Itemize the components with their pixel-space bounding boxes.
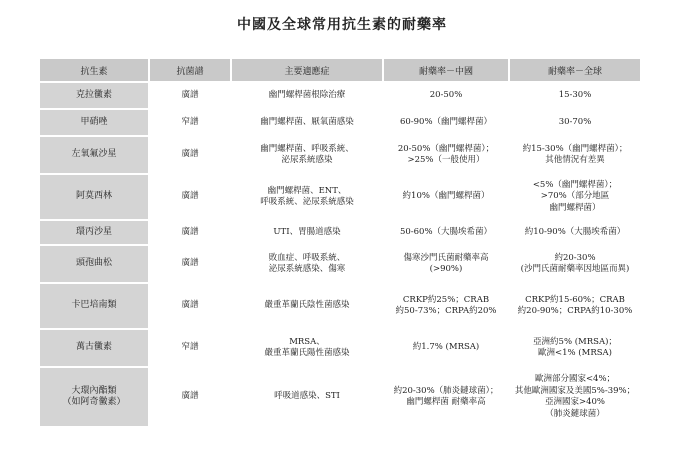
spectrum-cell: 廣譜 [150, 137, 230, 173]
resistance-global-cell: <5%（幽門螺桿菌）； >70%（部分地區 幽門螺桿菌） [510, 175, 640, 219]
antibiotic-name: 環丙沙星 [40, 221, 148, 244]
resistance-table [38, 57, 642, 428]
header-spectrum: 抗菌譜 [150, 59, 230, 81]
spectrum-cell: 窄譜 [150, 110, 230, 135]
antibiotic-name: 阿莫西林 [40, 175, 148, 219]
resistance-china-cell: 傷寒沙門氏菌耐藥率高 (>90%) [384, 246, 508, 282]
resistance-global-cell: CRKP約15-60%；CRAB 約20-90%；CRPA約10-30% [510, 284, 640, 328]
resistance-china-cell: 約20-30%（肺炎鏈球菌）； 幽門螺桿菌 耐藥率高 [384, 368, 508, 426]
spectrum-cell: 廣譜 [150, 221, 230, 244]
resistance-china-cell: 約1.7% (MRSA) [384, 330, 508, 366]
table-row [40, 368, 640, 426]
resistance-china-cell: 50-60%（大腸埃希菌） [384, 221, 508, 244]
indication-cell: 幽門螺桿菌根除治療 [232, 83, 382, 108]
header-resistance-china: 耐藥率－中國 [384, 59, 508, 81]
table-title: 中國及全球常用抗生素的耐藥率 [237, 17, 447, 33]
table-row [40, 83, 640, 108]
table-row [40, 137, 640, 173]
header-indication: 主要適應症 [232, 59, 382, 81]
spectrum-cell: 廣譜 [150, 368, 230, 426]
header-antibiotic: 抗生素 [40, 59, 148, 81]
header-row [40, 59, 640, 81]
table-row [40, 246, 640, 282]
antibiotic-name: 頭孢曲松 [40, 246, 148, 282]
table-row [40, 284, 640, 328]
resistance-global-cell: 約10-90%（大腸埃希菌） [510, 221, 640, 244]
header-resistance-global: 耐藥率－全球 [510, 59, 640, 81]
resistance-global-cell: 30-70% [510, 110, 640, 135]
table-row [40, 110, 640, 135]
table-row [40, 330, 640, 366]
indication-cell: 幽門螺桿菌、ENT、 呼吸系統、泌尿系統感染 [232, 175, 382, 219]
antibiotic-name: 左氧氟沙星 [40, 137, 148, 173]
resistance-china-cell: 約10%（幽門螺桿菌） [384, 175, 508, 219]
indication-cell: 呼吸道感染、STI [232, 368, 382, 426]
indication-cell: UTI、胃腸道感染 [232, 221, 382, 244]
indication-cell: 嚴重革蘭氏陰性菌感染 [232, 284, 382, 328]
resistance-global-cell: 約20-30% (沙門氏菌耐藥率因地區而異) [510, 246, 640, 282]
spectrum-cell: 廣譜 [150, 175, 230, 219]
antibiotic-name: 大環內酯類 （如阿奇黴素） [40, 368, 148, 426]
resistance-global-cell: 亞洲約5% (MRSA)； 歐洲<1% (MRSA) [510, 330, 640, 366]
antibiotic-name: 甲硝唑 [40, 110, 148, 135]
spectrum-cell: 廣譜 [150, 246, 230, 282]
resistance-china-cell: CRKP約25%；CRAB 約50-73%；CRPA約20% [384, 284, 508, 328]
spectrum-cell: 廣譜 [150, 284, 230, 328]
table-row [40, 221, 640, 244]
resistance-china-cell: 60-90%（幽門螺桿菌） [384, 110, 508, 135]
antibiotic-name: 卡巴培南類 [40, 284, 148, 328]
antibiotic-name: 克拉黴素 [40, 83, 148, 108]
spectrum-cell: 窄譜 [150, 330, 230, 366]
table-row [40, 175, 640, 219]
table-body [40, 83, 640, 426]
resistance-global-cell: 約15-30%（幽門螺桿菌）； 其他情況有差異 [510, 137, 640, 173]
indication-cell: MRSA、 嚴重革蘭氏陽性菌感染 [232, 330, 382, 366]
indication-cell: 敗血症、呼吸系統、 泌尿系統感染、傷寒 [232, 246, 382, 282]
resistance-global-cell: 歐洲部分國家<4%； 其他歐洲國家及美國5%-39%； 亞洲國家>40% （肺炎鏈球菌） [510, 368, 640, 426]
resistance-global-cell: 15-30% [510, 83, 640, 108]
resistance-china-cell: 20-50%（幽門螺桿菌）； >25%（一般使用） [384, 137, 508, 173]
resistance-china-cell: 20-50% [384, 83, 508, 108]
spectrum-cell: 廣譜 [150, 83, 230, 108]
antibiotic-name: 萬古黴素 [40, 330, 148, 366]
indication-cell: 幽門螺桿菌、呼吸系統、 泌尿系統感染 [232, 137, 382, 173]
indication-cell: 幽門螺桿菌、厭氧菌感染 [232, 110, 382, 135]
